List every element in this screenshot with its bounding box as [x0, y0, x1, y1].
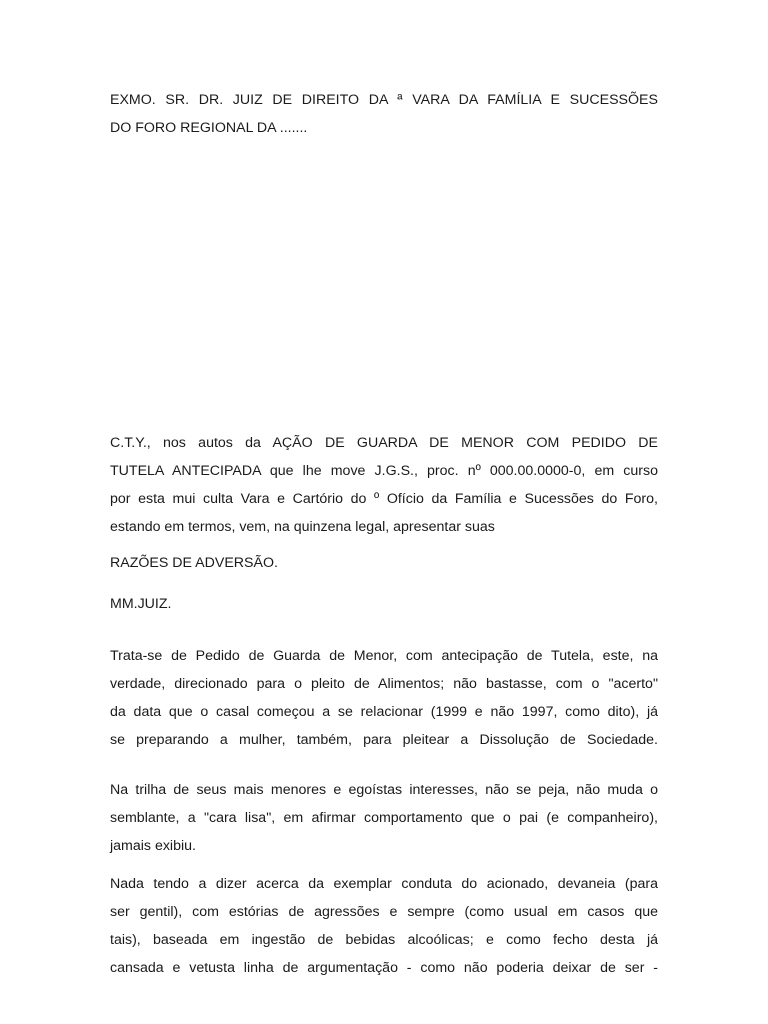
- p2-line-3: jamais exibiu.: [110, 838, 196, 854]
- p3-line-3: tais), baseada em ingestão de bebidas alcoólicas; e como fecho desta já: [110, 932, 658, 948]
- p3-line-1: Nada tendo a dizer acerca da exemplar conduta do acionado, devaneia (para: [110, 876, 658, 892]
- paragraph-3: [110, 870, 658, 982]
- intro-line-2: TUTELA ANTECIPADA que lhe move J.G.S., proc. nº 000.00.0000-0, em curso: [110, 463, 658, 479]
- p1-line-2: verdade, direcionado para o pleito de Alimentos; não bastasse, com o "acerto": [110, 676, 658, 692]
- intro-line-1: C.T.Y., nos autos da AÇÃO DE GUARDA DE MENOR COM PEDIDO DE: [110, 435, 658, 451]
- p3-line-4: cansada e vetusta linha de argumentação - como não poderia deixar de ser -: [110, 960, 658, 976]
- intro-line-3: por esta mui culta Vara e Cartório do º Ofício da Família e Sucessões do Foro,: [110, 491, 658, 507]
- salutation-text: MM.JUIZ.: [110, 596, 172, 612]
- p1-line-1: Trata-se de Pedido de Guarda de Menor, com antecipação de Tutela, este, na: [110, 648, 658, 664]
- p1-line-4: se preparando a mulher, também, para pleitear a Dissolução de Sociedade.: [110, 732, 658, 748]
- paragraph-1: [110, 642, 658, 754]
- salutation: [110, 590, 658, 618]
- section-title-text: RAZÕES DE ADVERSÃO.: [110, 555, 278, 571]
- section-title: [110, 549, 658, 577]
- addressee-header: [110, 86, 658, 142]
- p2-line-1: Na trilha de seus mais menores e egoístas interesses, não se peja, não muda o: [110, 782, 658, 798]
- intro-paragraph: [110, 429, 658, 541]
- p2-line-2: semblante, a "cara lisa", em afirmar comportamento que o pai (e companheiro),: [110, 810, 658, 826]
- p3-line-2: ser gentil), com estórias de agressões e sempre (como usual em casos que: [110, 904, 658, 920]
- header-line-1: EXMO. SR. DR. JUIZ DE DIREITO DA ª VARA DA FAMÍLIA E SUCESSÕES: [110, 92, 658, 108]
- intro-line-4: estando em termos, vem, na quinzena legal, apresentar suas: [110, 519, 495, 535]
- paragraph-2: [110, 776, 658, 860]
- p1-line-3: da data que o casal começou a se relacionar (1999 e não 1997, como dito), já: [110, 704, 658, 720]
- header-line-2: DO FORO REGIONAL DA .......: [110, 120, 308, 136]
